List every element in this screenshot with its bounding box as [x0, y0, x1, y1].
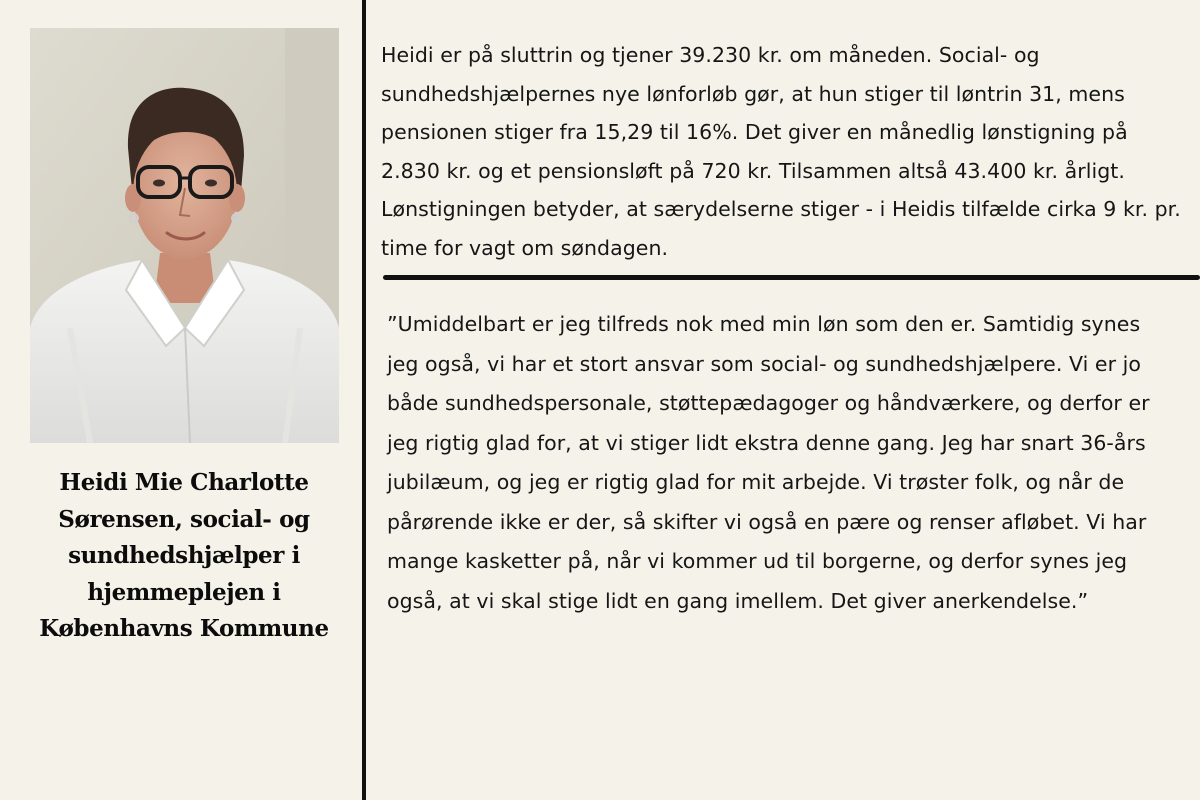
portrait-photo	[30, 28, 339, 443]
person-caption: Heidi Mie Charlotte Sørensen, social- og sundhedshjælper i hjemmeplejen i Københavns Kommune	[39, 469, 329, 642]
horizontal-divider	[383, 275, 1200, 280]
salary-facts-paragraph: Heidi er på sluttrin og tjener 39.230 kr. om måneden. Social- og sundhedshjælpernes nye lønforløb gør, at hun stiger til løntrin 31, mens pensionen stiger fra 15,29 til 16%. Det giver en månedlig lønstigning på 2.830 kr. og et pensionsløft på 720 kr. Tilsammen altså 43.400 kr. årligt. Lønstigningen betyder, at særydelserne stiger - i Heidis tilfælde cirka 9 kr. pr. time for vagt om søndagen.	[381, 43, 1181, 260]
vertical-divider	[362, 0, 366, 800]
quote-paragraph: ”Umiddelbart er jeg tilfreds nok med min løn som den er. Samtidig synes jeg også, vi har et stort ansvar som social- og sundhedshjælpere. Vi er jo både sundhedspersonale, støttepædagoger og håndværkere, og derfor er jeg rigtig glad for, at vi stiger lidt ekstra denne gang. Jeg har snart 36-års jubilæum, og jeg er rigtig glad for mit arbejde. Vi trøster folk, og når de pårørende ikke er der, så skifter vi også en pære og renser afløbet. Vi har mange kasketter på, når vi kommer ud til borgerne, og derfor synes jeg også, at vi skal stige lidt en gang imellem. Det giver anerkendelse.”	[387, 312, 1150, 613]
profile-column	[0, 0, 363, 800]
